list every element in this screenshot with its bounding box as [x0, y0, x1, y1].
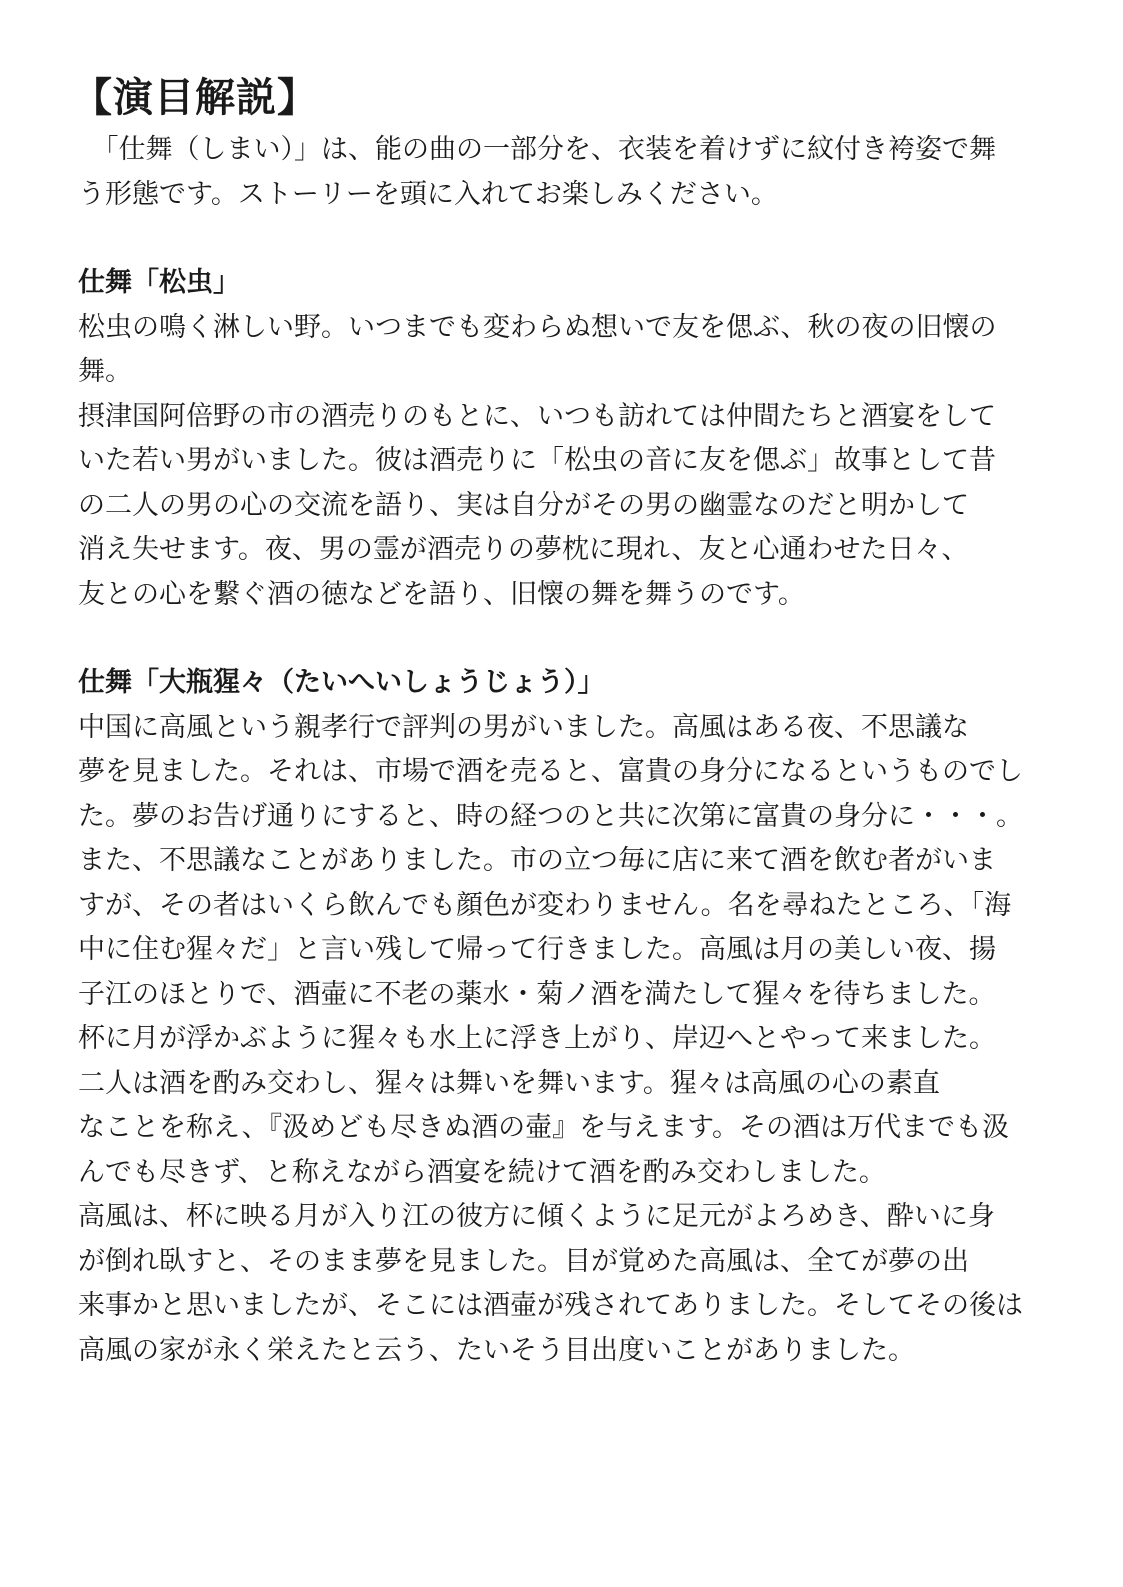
body-line: た。夢のお告げ通りにすると、時の経つのと共に次第に富貴の身分に・・・。 [78, 800, 1023, 832]
body-line: 消え失せます。夜、男の霊が酒売りの夢枕に現れ、友と心通わせた日々、 [78, 534, 969, 565]
body-line: 中国に高風という親孝行で評判の男がいました。高風はある夜、不思議な [78, 711, 969, 743]
intro-paragraph [78, 128, 1038, 217]
body-line: 友との心を繋ぐ酒の徳などを語り、旧懐の舞を舞うのです。 [78, 578, 805, 610]
body-line: いた若い男がいました。彼は酒売りに「松虫の音に友を偲ぶ」故事として昔 [78, 445, 996, 476]
body-line: 二人は酒を酌み交わし、猩々は舞いを舞います。猩々は高風の心の素直 [78, 1067, 940, 1099]
body-line: が倒れ臥すと、そのまま夢を見ました。目が覚めた高風は、全てが夢の出 [78, 1245, 969, 1277]
body-line: 中に住む猩々だ」と言い残して帰って行きました。高風は月の美しい夜、揚 [78, 934, 996, 965]
body-line: すが、その者はいくら飲んでも顔色が変わりません。名を尋ねたところ、「海 [78, 889, 1012, 921]
intro-line: う形態です。ストーリーを頭に入れてお楽しみください。 [78, 178, 778, 210]
section-taihei-shojo [78, 661, 1038, 1373]
intro-line: 「仕舞（しまい）」は、能の曲の一部分を、衣装を着けずに紋付き袴姿で舞 [78, 134, 996, 165]
body-line: 高風の家が永く栄えたと云う、たいそう目出度いことがありました。 [78, 1334, 915, 1366]
section-heading: 仕舞「松虫」 [78, 267, 240, 298]
body-line: 夢を見ました。それは、市場で酒を売ると、富貴の身分になるというものでし [78, 756, 1023, 787]
section-spacer [78, 617, 1038, 661]
body-line: の二人の男の心の交流を語り、実は自分がその男の幽霊なのだと明かして [78, 489, 969, 521]
body-line: 杯に月が浮かぶように猩々も水上に浮き上がり、岸辺へとやって来ました。 [78, 1023, 996, 1054]
page-title: 【演目解説】 [72, 75, 318, 121]
body-line: 高風は、杯に映る月が入り江の彼方に傾くように足元がよろめき、酔いに身 [78, 1201, 995, 1232]
body-line: 松虫の鳴く淋しい野。いつまでも変わらぬ想いで友を偲ぶ、秋の夜の旧懐の [78, 311, 997, 343]
body-line: 舞。 [78, 356, 132, 387]
body-line: 来事かと思いましたが、そこには酒壷が残されてありました。そしてその後は [78, 1290, 1023, 1321]
section-spacer [78, 217, 1038, 261]
section-heading: 仕舞「大瓶猩々（たいへいしょうじょう）」 [78, 667, 605, 698]
body-line: 子江のほとりで、酒壷に不老の薬水・菊ノ酒を満たして猩々を待ちました。 [78, 978, 996, 1010]
body-line: 摂津国阿倍野の市の酒売りのもとに、いつも訪れては仲間たちと酒宴をして [78, 400, 996, 432]
body-line: なことを称え、『汲めども尽きぬ酒の壷』を与えます。その酒は万代までも汲 [78, 1112, 1009, 1143]
body-line: また、不思議なことがありました。市の立つ毎に店に来て酒を飲む者がいま [78, 845, 996, 876]
body-line: んでも尽きず、と称えながら酒宴を続けて酒を酌み交わしました。 [78, 1156, 886, 1188]
document-page [72, 70, 1038, 1373]
section-matsumushi [78, 261, 1038, 617]
